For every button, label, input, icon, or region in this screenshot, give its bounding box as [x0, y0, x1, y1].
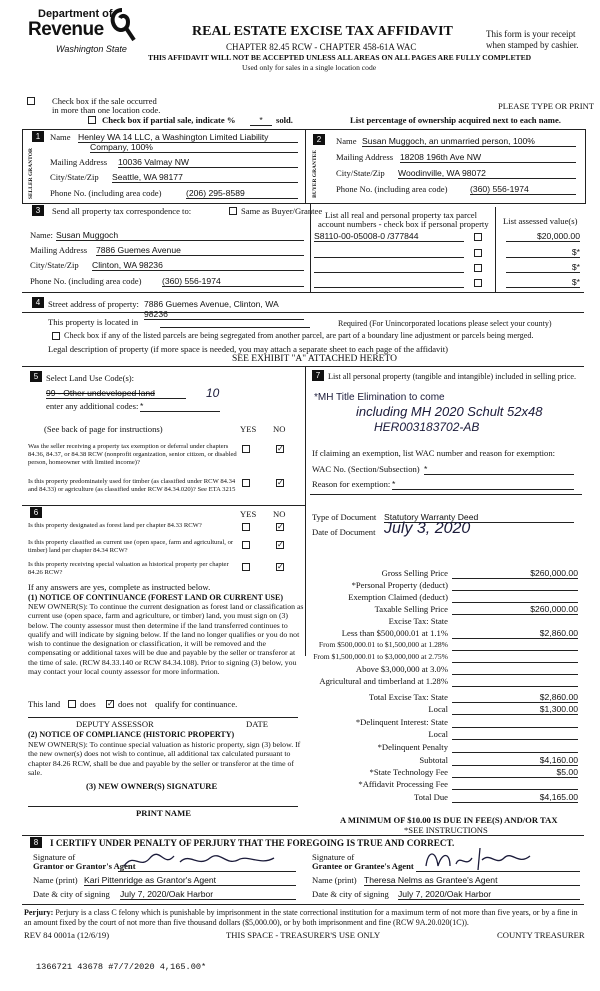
- tax-row-value[interactable]: [452, 742, 578, 753]
- wac-label: WAC No. (Section/Subsection): [312, 464, 420, 474]
- grantor-date[interactable]: July 7, 2020/Oak Harbor: [120, 889, 296, 900]
- see-instructions: *SEE INSTRUCTIONS: [404, 825, 488, 835]
- doc-type-label: Type of Document: [312, 512, 377, 522]
- grantee-signature[interactable]: [420, 844, 540, 874]
- corr-name[interactable]: Susan Muggoch: [56, 230, 304, 241]
- form-title: REAL ESTATE EXCISE TAX AFFIDAVIT: [192, 24, 453, 39]
- perjury-notice: [24, 908, 584, 927]
- q1-yes-checkbox[interactable]: [242, 445, 250, 453]
- buyer-name[interactable]: Susan Muggoch, an unmarried person, 100%: [362, 136, 576, 147]
- seller-side-label: SELLER GRANTOR: [28, 148, 34, 200]
- tax-row-value[interactable]: [452, 580, 578, 591]
- doc-date[interactable]: July 3, 2020: [384, 520, 471, 537]
- section-7-number: 7: [312, 370, 324, 381]
- receipt-line-2: when stamped by cashier.: [486, 40, 579, 50]
- tax-row-value[interactable]: [452, 664, 578, 675]
- personal-property-checkbox[interactable]: [474, 279, 482, 287]
- continuance-title: (1) NOTICE OF CONTINUANCE (FOREST LAND OR CURRENT USE): [28, 593, 283, 602]
- q1-no-checkbox[interactable]: ✓: [277, 444, 284, 453]
- section-2-number: 2: [313, 134, 325, 145]
- exemption-label: If claiming an exemption, list WAC number and reason for exemption:: [312, 448, 556, 458]
- land-use-label: Select Land Use Code(s):: [46, 373, 135, 383]
- tax-row-value[interactable]: $260,000.00: [452, 604, 578, 615]
- doc-type[interactable]: Statutory Warranty Deed: [384, 512, 574, 523]
- yes-header-5: YES: [240, 424, 257, 434]
- tax-row-value[interactable]: [452, 652, 578, 663]
- tax-row-label: Excise Tax: State: [388, 616, 448, 626]
- grantee-name[interactable]: Theresa Nelms as Grantee's Agent: [364, 875, 580, 886]
- grantee-name-label: Name (print): [312, 875, 357, 885]
- additional-codes-label: enter any additional codes:: [46, 401, 139, 411]
- no-header-6: NO: [273, 509, 286, 519]
- section-1-number: 1: [32, 131, 44, 142]
- personal-property-checkbox[interactable]: [474, 249, 482, 257]
- legal-description-label: Legal description of property (if more space is needed, you may attach a separate sheet to each page of the affidavit): [48, 344, 448, 354]
- yes-header-6: YES: [240, 509, 257, 519]
- correspondence-label: Send all property tax correspondence to:: [52, 206, 192, 216]
- seller-city-label: City/State/Zip: [50, 172, 99, 182]
- grantor-sig-label: Signature of: [33, 852, 76, 862]
- grantor-name-label: Name (print): [33, 875, 78, 885]
- tax-row-value[interactable]: [452, 592, 578, 603]
- tax-row-label: Taxable Selling Price: [374, 604, 448, 614]
- located-select[interactable]: [160, 317, 310, 328]
- legal-description-value[interactable]: SEE EXHIBIT "A" ATTACHED HERETO: [232, 354, 397, 364]
- personal-property-checkbox[interactable]: [474, 264, 482, 272]
- tax-row-value[interactable]: $5.00: [452, 767, 578, 778]
- current-use-yes-checkbox[interactable]: [242, 541, 250, 549]
- multi-location-label-2: in more than one location code.: [52, 105, 161, 115]
- land-use-code[interactable]: 99 - Other undeveloped land: [46, 388, 186, 399]
- partial-sale-checkbox[interactable]: [88, 116, 96, 124]
- parcel-row: [314, 247, 582, 259]
- required-note: Required (For Unincorporated locations please select your county): [338, 319, 552, 328]
- parcels-assessed-header: List assessed value(s): [503, 216, 578, 226]
- section-3-number: 3: [32, 205, 44, 216]
- grantee-sig-label: Signature of: [312, 852, 355, 862]
- seller-name-label: Name: [50, 132, 71, 142]
- personal-property-hand-3: HER003183702-AB: [374, 420, 480, 434]
- timber-question: Is this property predominately used for timber (as classified under RCW 84.34 and 84.33) or agriculture (as classified under RCW 84.34.020)? See ETA 3215: [28, 478, 236, 493]
- buyer-address[interactable]: 18208 196th Ave NW: [400, 152, 576, 163]
- reason-value[interactable]: *: [392, 479, 574, 490]
- reason-label: Reason for exemption:: [312, 479, 391, 489]
- tax-row-label: *Delinquent Penalty: [377, 742, 448, 752]
- grantor-agent-label: Grantor or Grantor's Agent: [33, 861, 136, 871]
- does-not-checkbox[interactable]: ✓: [107, 699, 114, 708]
- compliance-title: (2) NOTICE OF COMPLIANCE (HISTORIC PROPERTY): [28, 730, 235, 739]
- tax-row-label: Above $3,000,000 at 3.0%: [355, 664, 448, 674]
- property-street[interactable]: 7886 Guemes Avenue, Clinton, WA 98236: [144, 299, 304, 320]
- grantee-agent-label: Grantee or Grantee's Agent: [312, 861, 414, 871]
- buyer-city-label: City/State/Zip: [336, 168, 385, 178]
- forest-question: Is this property designated as forest land per chapter 84.33 RCW?: [28, 522, 202, 529]
- tax-row-value[interactable]: $1,300.00: [452, 704, 578, 715]
- does-checkbox[interactable]: [68, 700, 76, 708]
- tax-row-value[interactable]: [452, 640, 578, 651]
- tax-row-value[interactable]: $2,860.00: [452, 692, 578, 703]
- tax-row-label: *Personal Property (deduct): [351, 580, 448, 590]
- logo-dept: Department of: [38, 8, 113, 20]
- personal-property-hand-2: including MH 2020 Schult 52x48: [356, 404, 543, 419]
- parcel-assessed-value[interactable]: $20,000.00: [506, 231, 580, 242]
- tax-row-label: *Delinquent Interest: State: [355, 717, 448, 727]
- county-treasurer: COUNTY TREASURER: [497, 930, 585, 940]
- multi-location-checkbox[interactable]: [27, 97, 35, 105]
- treasurer-space: THIS SPACE - TREASURER'S USE ONLY: [226, 930, 381, 940]
- logo-state: Washington State: [56, 44, 127, 54]
- tax-row-label: Gross Selling Price: [381, 568, 448, 578]
- parcel-account[interactable]: [314, 277, 464, 288]
- continuance-text: NEW OWNER(S): To continue the current designation as forest land or classification as current use (open space, farm and agriculture, or timber) land, you must sign on (3) below. The county assessor must then determine if the land transferred continues to qualify and will indicate by signing below. If the land no longer qualifies or you do not wish to continue the designation or classification, it will be removed and the compensating or additional taxes will be due and payable by the seller or transferor at the time of sale. (RCW 84.33.140 or RCW 84.34.108). Prior to signing (3) below, you may contact your local county assessor for more information.: [28, 602, 304, 677]
- form-warning: THIS AFFIDAVIT WILL NOT BE ACCEPTED UNLESS ALL AREAS ON ALL PAGES ARE FULLY COMPLETED: [148, 53, 532, 62]
- same-as-buyer-label: Same as Buyer/Grantee: [241, 206, 323, 216]
- grantee-date[interactable]: July 7, 2020/Oak Harbor: [398, 889, 580, 900]
- does-not-label: does not: [118, 699, 147, 709]
- compliance-text: NEW OWNER(S): To continue special valuation as historic property, sign (3) below. If the new owner(s) does not wish to continue, all additional tax calculated pursuant to chapter 84.26 RCW, shall be due and payable by the seller or transferor at the time of sale.: [28, 740, 301, 777]
- tax-row-label: Exemption Claimed (deduct): [348, 592, 448, 602]
- tax-row-label: From $1,500,000.01 to $3,000,000 at 2.75%: [313, 652, 448, 661]
- tax-table: [310, 568, 584, 808]
- buyer-phone[interactable]: (360) 556-1974: [470, 184, 576, 195]
- parcel-row: [314, 262, 582, 274]
- qualify-label: qualify for continuance.: [155, 699, 238, 709]
- tax-row-label: Agricultural and timberland at 1.28%: [319, 676, 448, 686]
- form-chapter: CHAPTER 82.45 RCW - CHAPTER 458-61A WAC: [226, 42, 417, 52]
- grantor-name[interactable]: Kari Pittenridge as Grantor's Agent: [84, 875, 296, 886]
- tax-row-label: Local: [428, 729, 448, 739]
- q2-yes-checkbox[interactable]: [242, 479, 250, 487]
- seller-phone-label: Phone No. (including area code): [50, 188, 162, 198]
- section-5-number: 5: [30, 371, 42, 382]
- owner-signature-label: (3) NEW OWNER(S) SIGNATURE: [86, 781, 218, 791]
- exemption-question: Was the seller receiving a property tax exemption or deferral under chapters 84.36, 84.37, or 84.38 RCW (nonprofit organization, senior citizen, or disabled person, homeowner with limited income)?: [28, 443, 237, 466]
- additional-codes[interactable]: *: [140, 401, 220, 412]
- current-use-no-checkbox[interactable]: ✓: [277, 540, 284, 549]
- cashier-stamp: 1366721 43678 #7/7/2020 4,165.00*: [36, 962, 207, 972]
- corr-name-label: Name:: [30, 230, 53, 240]
- certify-title: I CERTIFY UNDER PENALTY OF PERJURY THAT THE FOREGOING IS TRUE AND CORRECT.: [50, 838, 455, 848]
- tax-row-label: Total Excise Tax: State: [368, 692, 448, 702]
- doc-date-label: Date of Document: [312, 527, 376, 537]
- tax-row-value: [452, 616, 578, 626]
- does-label: does: [80, 699, 96, 709]
- corr-city-label: City/State/Zip: [30, 260, 79, 270]
- section-4-number: 4: [32, 297, 44, 308]
- section-6-number: 6: [30, 507, 42, 518]
- type-or-print: PLEASE TYPE OR PRINT: [498, 101, 595, 111]
- tax-row-label: From $500,000.01 to $1,500,000 at 1.28%: [318, 640, 448, 649]
- tax-row-label: *State Technology Fee: [369, 767, 448, 777]
- dor-logo: [24, 6, 149, 62]
- seller-city[interactable]: Seattle, WA 98177: [112, 172, 298, 183]
- buyer-addr-label: Mailing Address: [336, 152, 394, 162]
- tax-row-label: Subtotal: [419, 755, 448, 765]
- parcel-account[interactable]: S8110-00-05008-0 /377844: [314, 231, 464, 242]
- personal-property-label: List all personal property (tangible and intangible) included in selling price.: [328, 372, 577, 381]
- seller-phone[interactable]: (206) 295-8589: [186, 188, 298, 199]
- parcel-assessed-value[interactable]: $*: [506, 247, 580, 258]
- historic-question: Is this property receiving special valuation as historical property per chapter 84.26 RCW?: [28, 561, 229, 576]
- historic-no-checkbox[interactable]: ✓: [277, 562, 284, 571]
- tax-row-label: Less than $500,000.01 at 1.1%: [341, 628, 448, 638]
- current-use-question: Is this property classified as current use (open space, farm and agricultural, or timber) land per chapter 84.34 RCW?: [28, 539, 234, 554]
- section-8-number: 8: [30, 837, 42, 848]
- logo-revenue: Revenue: [28, 19, 104, 40]
- deputy-assessor-label: DEPUTY ASSESSOR: [76, 719, 154, 729]
- perjury-text: Perjury is a class C felony which is punishable by imprisonment in the state correctional institution for a maximum term of not more than five years, or by a fine in an amount fixed by the court of not more than five thousand dollars ($5,000.00), or by both imprisonment and fine (RCW 9A.20.020(1C)).: [24, 908, 578, 927]
- multi-location-label-1: Check box if the sale occurred: [52, 96, 157, 106]
- buyer-phone-label: Phone No. (including area code): [336, 184, 448, 194]
- wac-value[interactable]: *: [424, 464, 574, 475]
- historic-yes-checkbox[interactable]: [242, 563, 250, 571]
- corr-city[interactable]: Clinton, WA 98236: [92, 260, 304, 271]
- receipt-line-1: This form is your receipt: [486, 29, 576, 39]
- personal-property-note: *MH Title Elimination to come: [314, 392, 445, 403]
- used-only-note: Used only for sales in a single location code: [242, 63, 377, 72]
- if-any-note: If any answers are yes, complete as instructed below.: [28, 582, 211, 592]
- buyer-side-label: BUYER GRANTEE: [312, 150, 318, 198]
- parcels-header-1: List all real and personal property tax parcel: [325, 210, 477, 220]
- tax-row-value[interactable]: $2,860.00: [452, 628, 578, 639]
- rev-number: REV 84 0001a (12/6/19): [24, 930, 110, 940]
- seller-name-2[interactable]: Company, 100%: [90, 142, 298, 153]
- see-back-note: (See back of page for instructions): [44, 424, 163, 434]
- tax-row-value[interactable]: [452, 717, 578, 728]
- tax-row-value[interactable]: [452, 729, 578, 740]
- parcel-account[interactable]: [314, 262, 464, 273]
- grantor-date-label: Date & city of signing: [33, 889, 110, 899]
- perjury-label: Perjury:: [24, 908, 54, 917]
- buyer-city[interactable]: Woodinville, WA 98072: [398, 168, 576, 179]
- seller-address[interactable]: 10036 Valmay NW: [118, 157, 298, 168]
- tax-row-label: Total Due: [413, 792, 448, 802]
- corr-addr-label: Mailing Address: [30, 245, 88, 255]
- tax-row-value[interactable]: $4,160.00: [452, 755, 578, 766]
- no-header-5: NO: [273, 424, 286, 434]
- personal-property-checkbox[interactable]: [474, 233, 482, 241]
- tax-row-value[interactable]: [452, 676, 578, 687]
- print-name-label: PRINT NAME: [136, 808, 191, 818]
- q2-no-checkbox[interactable]: ✓: [277, 478, 284, 487]
- parcel-assessed-value[interactable]: $*: [506, 262, 580, 273]
- seller-addr-label: Mailing Address: [50, 157, 108, 167]
- ownership-note: List percentage of ownership acquired next to each name.: [350, 115, 561, 125]
- corr-phone-label: Phone No. (including area code): [30, 276, 142, 286]
- this-land-label: This land: [28, 699, 61, 709]
- forest-no-checkbox[interactable]: ✓: [277, 522, 284, 531]
- seller-name-1[interactable]: Henley WA 14 LLC, a Washington Limited Liability: [78, 132, 298, 143]
- parcels-header-2: account numbers - check box if personal property: [318, 219, 489, 229]
- same-as-buyer-checkbox[interactable]: [229, 207, 237, 215]
- minimum-note: A MINIMUM OF $10.00 IS DUE IN FEE(S) AND/OR TAX: [340, 815, 558, 825]
- located-label: This property is located in: [48, 317, 139, 327]
- parcel-row: [314, 277, 582, 289]
- grantee-date-label: Date & city of signing: [312, 889, 389, 899]
- segregated-checkbox[interactable]: [52, 332, 60, 340]
- parcel-assessed-value[interactable]: $*: [506, 277, 580, 288]
- land-use-hand-code: 10: [206, 386, 220, 400]
- street-label: Street address of property:: [48, 299, 139, 309]
- forest-yes-checkbox[interactable]: [242, 523, 250, 531]
- tax-row-value[interactable]: $260,000.00: [452, 568, 578, 579]
- tax-row-label: Local: [428, 704, 448, 714]
- corr-phone[interactable]: (360) 556-1974: [162, 276, 304, 287]
- partial-sale-label: Check box if partial sale, indicate %: [102, 115, 236, 125]
- parcel-row: [314, 231, 582, 243]
- corr-address[interactable]: 7886 Guemes Avenue: [96, 245, 304, 256]
- tax-row-label: *Affidavit Processing Fee: [358, 779, 448, 789]
- tax-row-value[interactable]: [452, 779, 578, 790]
- buyer-name-label: Name: [336, 136, 357, 146]
- revenue-swirl-icon: [106, 6, 138, 46]
- tax-row-value[interactable]: $4,165.00: [452, 792, 578, 803]
- deputy-date-label: DATE: [246, 719, 268, 729]
- partial-sale-sold: sold.: [276, 115, 293, 125]
- parcel-account[interactable]: [314, 247, 464, 258]
- partial-sale-percent[interactable]: *: [250, 115, 272, 126]
- segregated-label: Check box if any of the listed parcels are being segregated from another parcel, are part of a boundary line adjustment or parcels being merged.: [64, 331, 534, 340]
